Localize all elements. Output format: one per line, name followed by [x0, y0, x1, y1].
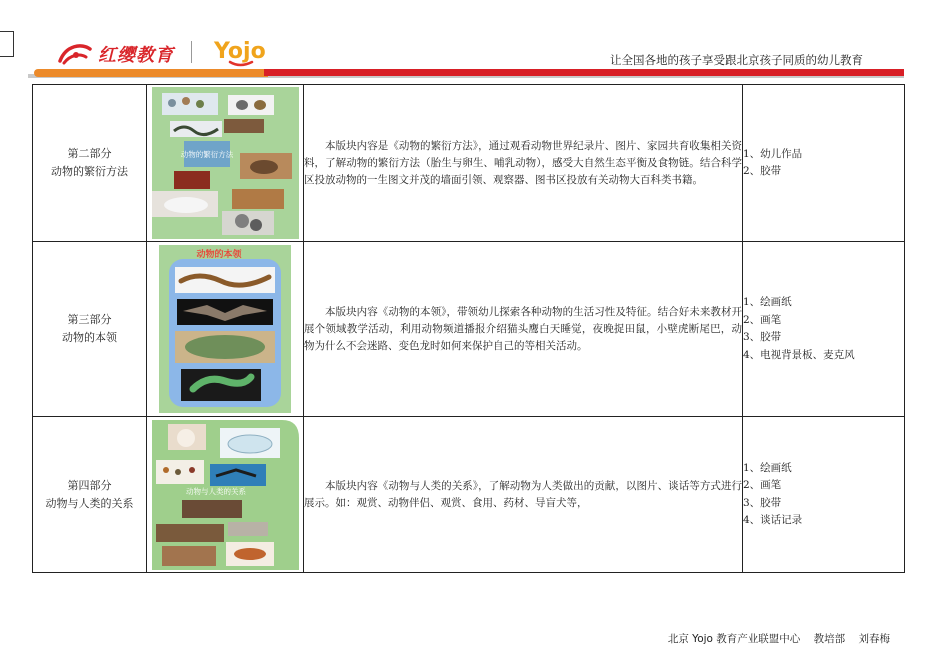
description-text: 本版块内容《动物的本领》，带领幼儿探索各种动物的生活习性及特征。结合好未来教材开展个领域教学活动，利用动物频道播报介绍猫头鹰白天睡觉，夜晚捉田鼠，小壁虎断尾巴，动物为什么不会迷路、变色龙时如何来保护自己的等相关活动。 — [304, 305, 742, 352]
footer-dept: 教培部 — [813, 633, 846, 645]
yojo-logo-mark — [212, 36, 272, 70]
part-number: 第三部分 — [67, 313, 112, 326]
image-cell — [147, 85, 304, 242]
material-item: 1、绘画纸 — [743, 296, 792, 308]
part-number: 第二部分 — [67, 147, 112, 160]
plan-table — [32, 84, 905, 573]
abilities-poster-title: 动物的本领 — [196, 250, 242, 260]
header-rule-red — [264, 69, 904, 76]
description-cell — [304, 242, 743, 417]
material-item: 2、画笔 — [743, 479, 782, 491]
material-item: 4、电视背景板、麦克风 — [743, 348, 855, 361]
description-text: 本版块内容是《动物的繁衍方法》，通过观看动物世界纪录片、图片、家园共育收集相关资料，了解动物的繁衍方法（胎生与卵生、哺乳动物），感受大自然生态平衡及食物链。结合科学区投放动物的一生图文并茂的墙面引领、观察器、图书区投放有关动物大百科类书籍。 — [304, 139, 742, 186]
page-corner-marker — [0, 31, 14, 57]
part-cell — [33, 242, 147, 417]
table-row — [33, 242, 905, 417]
yojo-logo-text: Yojo — [214, 39, 266, 64]
materials-cell — [743, 242, 905, 417]
animal-human-relation-collage-image — [152, 420, 299, 570]
footer-author: 刘春梅 — [858, 633, 890, 645]
description-cell — [304, 85, 743, 242]
material-item: 3、胶带 — [743, 331, 782, 343]
part-number: 第四部分 — [67, 478, 112, 492]
part-cell — [33, 417, 147, 573]
image-cell — [147, 417, 304, 573]
material-item: 4、谈话记录 — [743, 514, 803, 526]
reproduction-collage-caption: 动物的繁衍方法 — [180, 150, 233, 159]
honglu-logo — [56, 40, 174, 68]
description-text: 本版块内容《动物与人类的关系》，了解动物为人类做出的贡献，以图片、谈话等方式进行展示。如：观赏、动物伴侣、观赏、食用、药材、导盲犬等， — [304, 479, 742, 509]
honglu-swirl-icon — [56, 41, 94, 67]
description-cell — [304, 417, 743, 573]
logo-divider — [191, 41, 192, 63]
material-item: 1、幼儿作品 — [743, 147, 803, 160]
materials-cell — [743, 85, 905, 242]
yojo-logo — [212, 36, 272, 70]
part-topic: 动物的繁衍方法 — [51, 165, 128, 178]
material-item: 2、画笔 — [743, 313, 782, 326]
table-row — [33, 417, 905, 573]
header-slogan: 让全国各地的孩子享受跟北京孩子同质的幼儿教育 — [610, 53, 863, 67]
animal-reproduction-collage-image — [152, 87, 299, 239]
material-item: 3、胶带 — [743, 496, 782, 509]
honglu-logo-text: 红缨教育 — [98, 45, 174, 66]
footer-org: 北京 Yojo 教育产业联盟中心 — [667, 633, 801, 645]
table-row — [33, 85, 905, 242]
part-topic: 动物与人类的关系 — [45, 496, 134, 510]
part-topic: 动物的本领 — [62, 331, 117, 344]
materials-cell — [743, 417, 905, 573]
image-cell — [147, 242, 304, 417]
animal-abilities-poster-image — [159, 245, 291, 413]
material-item: 2、胶带 — [743, 165, 782, 177]
relation-collage-caption: 动物与人类的关系 — [185, 486, 246, 496]
part-cell — [33, 85, 147, 242]
header-rule-orange — [34, 69, 268, 77]
material-item: 1、绘画纸 — [743, 461, 792, 474]
page-footer — [658, 631, 890, 646]
